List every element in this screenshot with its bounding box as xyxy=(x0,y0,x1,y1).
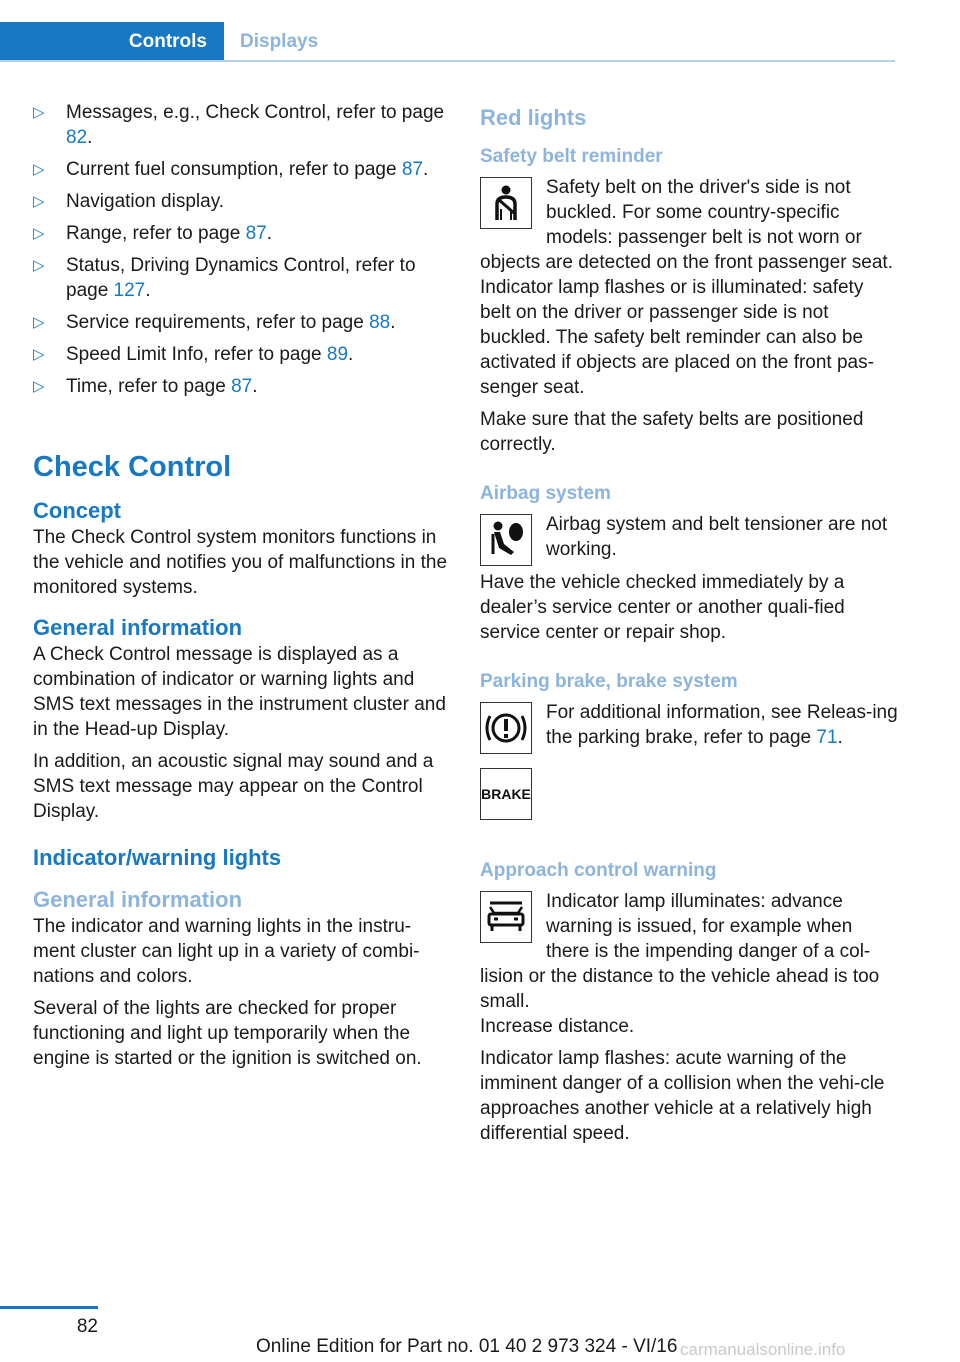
list-item: ▷ Current fuel consumption, refer to page 87. xyxy=(33,159,429,180)
belt-text-3: Make sure that the safety belts are positioned correctly. xyxy=(480,409,864,455)
page-link[interactable]: 87 xyxy=(245,223,267,244)
brake-text-1: For additional information, see Releas‐ing the parking brake, refer to page 71. xyxy=(546,702,898,748)
triangle-bullet-icon: ▷ xyxy=(33,161,45,178)
heading-red-lights: Red lights xyxy=(480,105,587,130)
section-safety-belt xyxy=(480,144,898,457)
belt-text-1: Safety belt on the driver's side is not buckled. For some country-specific models: passenger belt is not worn or objects are detected on the front passenger seat. xyxy=(480,177,893,273)
list-item: ▷ Time, refer to page 87. xyxy=(33,376,258,397)
list-item: ▷ Service requirements, refer to page 88. xyxy=(33,312,396,333)
section-approach xyxy=(480,858,898,1146)
header-rule xyxy=(0,60,895,62)
list-item: ▷ Navigation display. xyxy=(33,191,225,212)
list-item: ▷ Status, Driving Dynamics Control, refer to page 127. xyxy=(33,255,416,301)
section-airbag xyxy=(480,481,898,645)
airbag-icon xyxy=(480,514,532,566)
display-items-list xyxy=(33,100,448,406)
tab-controls[interactable]: Controls xyxy=(0,22,224,62)
approach-text-2: Increase distance. xyxy=(480,1016,635,1037)
belt-text-2: Indicator lamp flashes or is illuminated: safety belt on the driver or passenger side is not buckled. The safety belt reminder can also be activated if objects are placed on the front pas‐senger seat. xyxy=(480,277,874,398)
triangle-bullet-icon: ▷ xyxy=(33,104,45,121)
concept-text: The Check Control system monitors functions in the vehicle and notifies you of malfunctions in the monitored systems. xyxy=(33,527,448,598)
heading-safety-belt: Safety belt reminder xyxy=(480,146,663,167)
watermark: carmanualsonline.info xyxy=(680,1340,846,1359)
list-item: ▷ Speed Limit Info, refer to page 89. xyxy=(33,344,354,365)
seatbelt-icon xyxy=(480,177,532,229)
section-brake xyxy=(480,669,898,820)
heading-indicator-warning-lights: Indicator/warning lights xyxy=(33,845,282,870)
triangle-bullet-icon: ▷ xyxy=(33,346,45,363)
heading-general-information: General information xyxy=(33,615,243,640)
page-link[interactable]: 82 xyxy=(66,127,88,148)
left-column xyxy=(33,100,448,1078)
heading-general-information-2: General information xyxy=(33,887,243,912)
footer-rule xyxy=(0,1306,98,1309)
page-link[interactable]: 88 xyxy=(369,312,391,333)
tab-displays[interactable]: Displays xyxy=(240,31,319,52)
header-bar xyxy=(0,0,895,62)
heading-check-control: Check Control xyxy=(33,451,232,483)
page-link[interactable]: 87 xyxy=(231,376,253,397)
page-link[interactable]: 89 xyxy=(326,344,349,365)
edition-text: Online Edition for Part no. 01 40 2 973 324 - VI/16 xyxy=(256,1336,678,1357)
heading-concept: Concept xyxy=(33,498,121,523)
list-item: ▷ Range, refer to page 87. xyxy=(33,223,272,244)
approach-warning-icon xyxy=(480,891,532,943)
page-link[interactable]: 71 xyxy=(816,727,838,748)
brake-text-icon: BRAKE xyxy=(480,768,532,820)
airbag-text-2: Have the vehicle checked immediately by a dealer’s service center or another quali‐fied service center or repair shop. xyxy=(480,572,845,643)
brake-warning-icon xyxy=(480,702,532,754)
page-number: 82 xyxy=(76,1316,98,1337)
page-link[interactable]: 127 xyxy=(113,280,146,301)
airbag-text-1: Airbag system and belt tensioner are not working. xyxy=(546,514,888,560)
approach-text-1: Indicator lamp illuminates: advance warning is issued, for example when there is the impending danger of a col‐lision or the distance to the vehicle ahead is too small. xyxy=(480,891,880,1012)
page-link[interactable]: 87 xyxy=(401,159,423,180)
general-text-1: A Check Control message is displayed as a combination of indicator or warning lights and SMS text messages in the instrument cluster and in the Head-up Display. xyxy=(33,644,446,740)
heading-approach: Approach control warning xyxy=(480,860,717,881)
approach-text-3: Indicator lamp flashes: acute warning of the imminent danger of a collision when the vehi‐cle approaches another vehicle at a relatively high differential speed. xyxy=(480,1048,885,1144)
heading-airbag: Airbag system xyxy=(480,483,611,504)
list-item: ▷ Messages, e.g., Check Control, refer to page 82. xyxy=(33,102,445,148)
triangle-bullet-icon: ▷ xyxy=(33,225,45,242)
general-text-2: In addition, an acoustic signal may sound and a SMS text message may appear on the Control Display. xyxy=(33,751,434,822)
triangle-bullet-icon: ▷ xyxy=(33,378,45,395)
general2-text-1: The indicator and warning lights in the instru‐ment cluster can light up in a variety of combi‐nations and colors. xyxy=(33,916,420,987)
triangle-bullet-icon: ▷ xyxy=(33,193,45,210)
triangle-bullet-icon: ▷ xyxy=(33,314,45,331)
right-column xyxy=(480,100,898,1153)
heading-brake: Parking brake, brake system xyxy=(480,671,738,692)
general2-text-2: Several of the lights are checked for proper functioning and light up temporarily when the engine is started or the ignition is switched on. xyxy=(33,998,422,1069)
triangle-bullet-icon: ▷ xyxy=(33,257,45,274)
